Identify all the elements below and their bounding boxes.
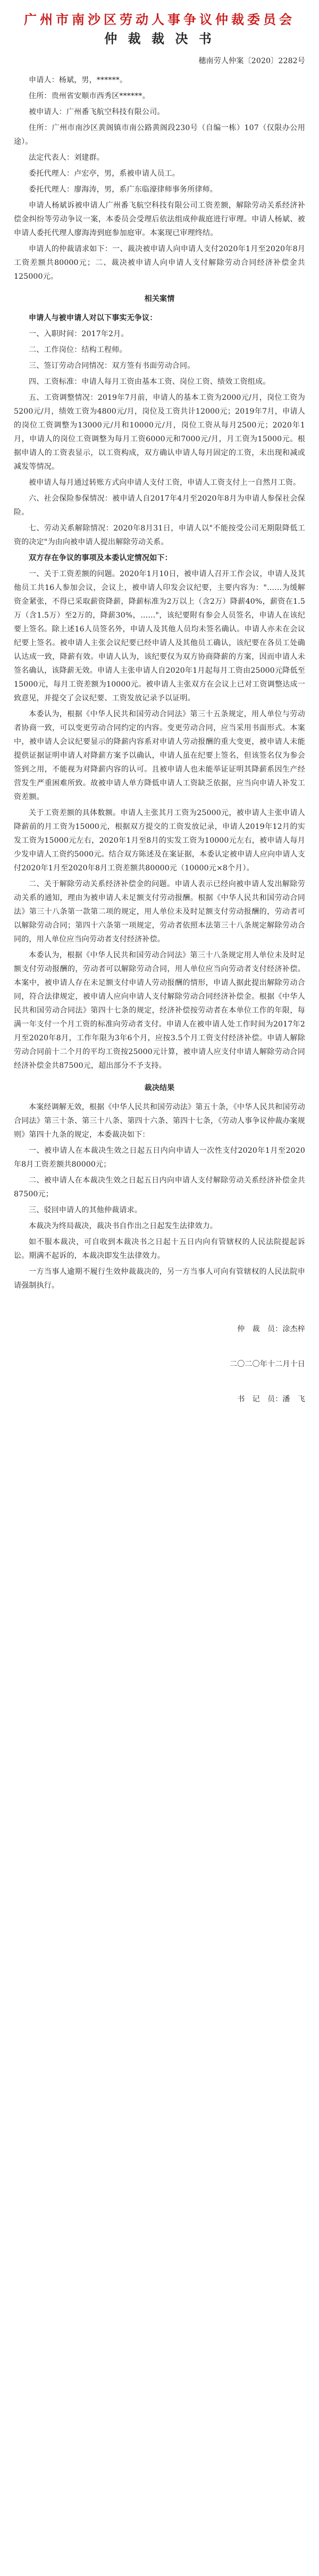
result-list xyxy=(14,1144,305,1293)
fact-item: 四、工资标准：申请人每月工资由基本工资、岗位工资、绩效工资组成。 xyxy=(29,378,271,386)
dispute-paragraph: 本委认为，根据《中华人民共和国劳动合同法》第三十五条规定，用人单位与劳动者协商一致，可以变更劳动合同约定的内容。变更劳动合同，应当采用书面形式。本案中，被申请人会议纪要显示的降薪内容系对申请人劳动报酬的重大变更，被申请人未能提供证据证明申请人对降薪方案予以确认，申请人虽在纪要上签名，但该签名仅为参会签到之用，不能视为对降薪内容的认可。且被申请人也未能举证证明其降薪系因生产经营发生严重困难所致。故被申请人单方降低申请人工资缺乏依据，应当向申请人补发工资差额。 xyxy=(14,710,305,801)
fact-item: 被申请人每月通过转账方式向申请人支付工资，申请人工资支付上一自然月工资。 xyxy=(29,478,301,487)
result-item: 一方当事人逾期不履行生效仲裁裁决的，另一方当事人可向有管辖权的人民法院申请强制执行。 xyxy=(14,1268,305,1290)
result-item: 一、被申请人在本裁决生效之日起五日内向申请人一次性支付2020年1月至2020年8月工资差额共80000元； xyxy=(14,1146,305,1169)
result-intro: 本案经调解无效，根据《中华人民共和国劳动法》第五十条，《中华人民共和国劳动合同法》第三十条、第三十八条、第四十六条、第四十七条，《劳动人事争议仲裁办案规则》第四十九条的规定，本委裁决如下： xyxy=(14,1103,305,1139)
party-line: 申请人：杨斌，男，******。 xyxy=(29,76,128,84)
facts-list xyxy=(14,327,305,549)
result-item: 如不服本裁决，可自收到本裁决书之日起十五日内向有管辖权的人民法院提起诉讼。期满不起诉的，本裁决即发生法律效力。 xyxy=(14,1238,305,1260)
fact-item: 五、工资调整情况：2019年7月前，申请人的基本工资为2000元/月，岗位工资为5200元/月，绩效工资为4800元/月，岗位及工资共计12000元；2019年7月，申请人的岗位工资调整为13000元/月和10000元/月，岗位工资从每月2500元；2020年1月，申请人的岗位工资调整为每月工资6000元和7000元/月，月工资为15000元。根据申请人的工资表显示，以工资构成，双方确认申请人每月固定的工资，未出现和减或减发等情况。 xyxy=(14,393,305,471)
arbitrator-signature: 仲 裁 员：涂杰梓 xyxy=(237,1325,305,1333)
fact-item: 七、劳动关系解除情况：2020年8月31日，申请人以"不能按受公司无期限降低工资的决定"为由向被申请人提出解除劳动关系。 xyxy=(14,524,305,546)
signature-block xyxy=(14,1322,305,1406)
fact-item: 三、签订劳动合同情况：双方签有书面劳动合同。 xyxy=(29,362,195,370)
facts-subheading: 申请人与被申请人对以下事实无争议： xyxy=(29,314,157,322)
fact-item: 六、社会保险参保情况：被申请人自2017年4月至2020年8月为申请人参保社会保险。 xyxy=(14,494,305,517)
clerk-signature: 书 记 员：潘 飞 xyxy=(237,1395,305,1403)
intro-paragraph: 申请人杨斌诉被申请人广州番飞航空科技有限公司工资差额，解除劳动关系经济补偿金纠纷等劳动争议一案，本委员会受理后依法组成仲裁庭进行审理。申请人杨斌、被申请人委托代理人廖海涛到庭参加庭审。本案现已审理终结。 xyxy=(14,201,305,237)
party-line: 住所：贵州省安顺市西秀区******。 xyxy=(29,92,150,100)
award-date: 二〇二〇年十二月十日 xyxy=(230,1360,305,1368)
dispute-paragraph: 关于工资差额的具体数额。申请人主张其月工资为25000元，被申请人主张申请人降薪前的月工资为15000元，根据双方提交的工资发放记录，申请人2019年12月的实发工资为15000元左右，2020年1月至8月的实发工资为10000元左右，被申请人每月少发申请人工资约5000元。结合双方陈述及在案证据，本委认定被申请人应向申请人支付2020年1月至2020年8月工资差额共80000元（10000元×8个月）。 xyxy=(14,809,305,872)
dispute-heading: 双方存在争议的事项及本委认定情况如下： xyxy=(29,554,172,562)
claims-paragraph: 申请人的仲裁请求如下：一、裁决被申请人向申请人支付2020年1月至2020年8月工资差额共80000元；二、裁决被申请人向申请人支付解除劳动合同经济补偿金共125000元。 xyxy=(14,245,305,281)
party-line: 住所：广州市南沙区黄阁镇市南公路黄阁段230号（自编一栋）107（仅限办公用途）。 xyxy=(14,124,305,146)
dispute-paragraph: 一、关于工资差额的问题。2020年1月10日，被申请人召开工作会议，申请人及其他员工共16人参加会议，会议上，被申请人印发会议纪要，主要内容为："……为缓解资金紧张，不得已采取薪资降薪，降薪标准为2万以上（含2万）降薪40%，薪资在1.5万（含1.5万）至2万的，降薪30%，……"，该纪要附有参会人员签名，申请人在该纪要上签名。除上述16人员签名外，申请人及其他人员均未签名确认。申请人亦未在会议纪要上签名。被申请人主张会议纪要已经申请人及其他员工确认，该纪要在各员工处确认达成一致，降薪有效。申请人认为，该纪要仅为双方协商降薪的方案，因而申请人未签名确认，该降薪无效。申请人主张申请人自2020年1月起每月工资由25000元降低至15000元，每月工资差额为10000元。被申请人主张双方在会议上已对工资调整达成一致意见，并提交了会议纪要、工资发放记录予以证明。 xyxy=(14,570,305,703)
party-line: 委托代理人：卢宏亭，男，系被申请人员工。 xyxy=(29,169,180,178)
result-item: 三、驳回申请人的其他仲裁请求。 xyxy=(29,1206,142,1214)
dispute-paragraph: 二、关于解除劳动关系经济补偿金的问题。申请人表示已经向被申请人发出解除劳动关系的通知，理由为被申请人未足额支付劳动报酬。根据《中华人民共和国劳动合同法》第三十八条第一款第二项的规定，用人单位未及时足额支付劳动报酬的，劳动者可以解除劳动合同；第四十六条第一项规定，劳动者依照本法第三十八条规定解除劳动合同的，用人单位应当向劳动者支付经济补偿。 xyxy=(14,880,305,944)
result-heading: 裁决结果 xyxy=(144,1084,175,1092)
result-item: 本裁决为终局裁决，裁决书自作出之日起发生法律效力。 xyxy=(29,1222,217,1230)
party-line: 委托代理人：廖海涛，男，系广东临濠律师事务所律师。 xyxy=(29,185,217,194)
fact-item: 一、入职时间：2017年2月。 xyxy=(29,330,129,338)
fact-item: 二、工作岗位：结构工程师。 xyxy=(29,346,127,354)
document-title: 仲 裁 裁 决 书 xyxy=(104,31,215,46)
committee-title: 广州市南沙区劳动人事争议仲裁委员会 xyxy=(24,12,295,27)
facts-heading: 相关案情 xyxy=(144,295,175,303)
result-item: 二、被申请人在本裁决生效之日起五日内向申请人支付解除劳动关系经济补偿金共87500元； xyxy=(14,1176,305,1199)
dispute-paragraph: 本委认为，根据《中华人民共和国劳动合同法》第三十八条规定用人单位未及时足额支付劳动报酬的，劳动者可以解除劳动合同，用人单位应当向劳动者支付经济补偿。本案中，被申请人存在未足额支付申请人劳动报酬的情形，申请人据此提出解除劳动合同，符合法律规定，被申请人应向申请人支付解除劳动合同经济补偿金。根据《中华人民共和国劳动合同法》第四十七条的规定，经济补偿按劳动者在本单位工作的年限，每满一年支付一个月工资的标准向劳动者支付。申请人在被申请人处工作时间为2017年2月至2020年8月，工作年限为3年6个月，应按3.5个月工资支付经济补偿。申请人解除劳动合同前十二个月的平均工资按25000元计算，被申请人应支付申请人解除劳动合同经济补偿金共87500元，超出部分不予支持。 xyxy=(14,951,305,1070)
party-line: 被申请人：广州番飞航空科技有限公司。 xyxy=(29,108,165,116)
case-number: 穗南劳人仲案〔2020〕2282号 xyxy=(198,57,305,65)
parties-section xyxy=(14,73,305,196)
dispute-list xyxy=(14,567,305,1073)
party-line: 法定代表人：刘建群。 xyxy=(29,153,104,162)
